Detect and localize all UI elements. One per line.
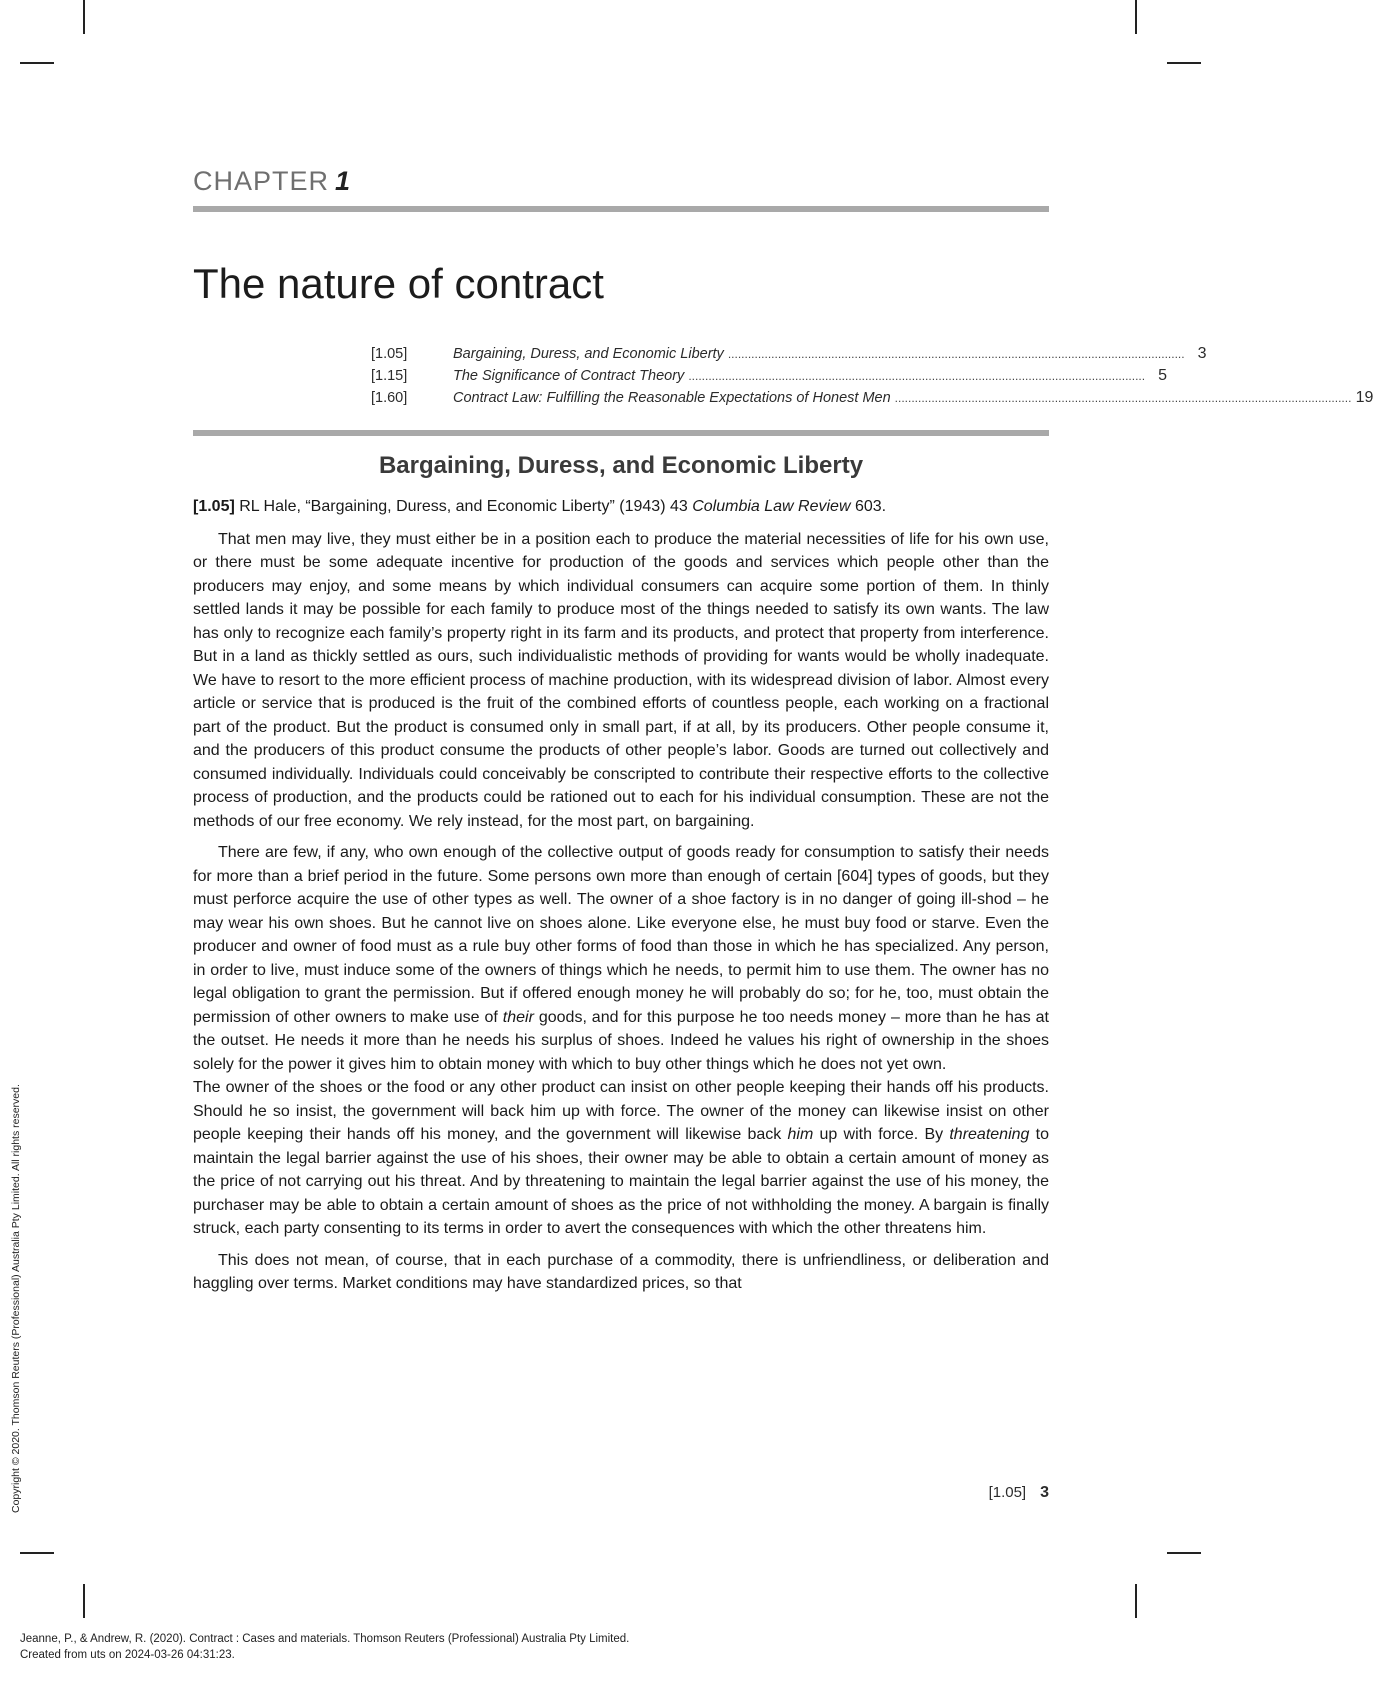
paragraph-text: There are few, if any, who own enough of the collective output of goods ready for consumption to satisfy their needs for more than a brief period in the future. Some persons own more than enough of certain [604] types of goods, but they must perforce acquire the use of other types as well. The owner of a shoe factory is in no danger of going ill-shod – he may wear his own shoes. But he cannot live on shoes alone. Like everyone else, he must buy food or starve. Even the producer and owner of food must as a rule buy other forms of food than those in which he has specialized. Any person, in order to live, must induce some of the owners of things which he needs, to permit him to use them. The owner has no legal obligation to grant the permission. But if offered enough money he will probably do so; for he, too, must obtain the permission of other owners to make use of [193, 844, 1049, 1026]
crop-mark [1135, 0, 1137, 34]
emphasis: their [502, 1008, 534, 1026]
paragraph: This does not mean, of course, that in each purchase of a commodity, there is unfriendliness, or deliberation and haggling over terms. Market conditions may have standardized prices, so that [193, 1251, 1049, 1292]
toc-leader-dots: ......................................................................................................................................... [894, 391, 1352, 405]
toc-page: 3 [1197, 345, 1207, 362]
paragraph-text: goods, and for this purpose he too needs money – more than he has at the outset. He needs it more than he needs his surplus of shoes. Indeed he values his right of ownership in the shoes solely for the power it gives him to obtain money with which to buy other things which he does not yet own. [193, 1008, 1050, 1073]
chapter-label-text: CHAPTER [193, 166, 330, 196]
chapter-rule-top [193, 206, 1049, 212]
toc-entry[interactable] [371, 389, 1373, 411]
chapter-label [193, 166, 351, 197]
toc-page: 19 [1355, 389, 1373, 406]
paragraph-text: up with force. By [819, 1126, 944, 1143]
paragraph-ref: [1.05] [193, 498, 235, 515]
paragraph: That men may live, they must either be in a position each to produce the material necessities of life for his own use, or there must be some adequate incentive for production of the goods and services which people other than the producers may enjoy, and some means by which individual consumers can acquire some portion of them. In thinly settled lands it may be possible for each family to produce most of the things needed to satisfy its own wants. The law has only to recognize each family’s property right in its farm and its products, and protect that property from interference. But in a land as thickly settled as ours, such individualistic methods of providing for wants would be wholly inadequate. We have to resort to the more efficient process of machine production, with its widespread division of labor. Almost every article or service that is produced is the fruit of the combined efforts of countless people, each working on a fractional part of the product. But the product is consumed only in small part, if at all, by its producers. Other people consume it, and the producers of this product consume the products of other people’s labor. Goods are turned out collectively and consumed individually. Individuals could conceivably be conscripted to contribute their respective efforts to the collective process of production, and the products could be rationed out to each for his individual consumption. These are not the methods of our free economy. We rely instead, for the most part, on bargaining. [193, 530, 1049, 830]
emphasis: him [787, 1126, 814, 1143]
toc-title: Contract Law: Fulfilling the Reasonable Expectations of Honest Men [453, 390, 891, 406]
copyright-notice: Copyright © 2020. Thomson Reuters (Professional) Australia Pty Limited. All rights reserved. [10, 1084, 22, 1513]
paragraph-text: The owner of the shoes or the food or any other product can insist on other people keeping their hands off his products. Should he so insist, the government will back him up with force. The owner of the money can likewise insist on other people keeping their hands off his money, and the government will likewise back [193, 1079, 1049, 1143]
crop-mark [1167, 1552, 1201, 1554]
toc-title: The Significance of Contract Theory [453, 368, 685, 384]
toc-ref: [1.15] [371, 368, 408, 384]
toc-rule-bottom [193, 430, 1049, 436]
paragraph-text: to maintain the legal barrier against the use of his shoes, their owner may be able to obtain a certain amount of money as the price of not carrying out his threat. And by threatening to maintain the legal barrier against the use of his money, the purchaser may be able to obtain a certain amount of shoes as the price of not withholding the money. A bargain is finally struck, each party consenting to its terms in order to avert the consequences with which the other threatens him. [193, 1126, 1049, 1237]
section-heading: Bargaining, Duress, and Economic Liberty [378, 452, 864, 479]
citation-text: RL Hale, “Bargaining, Duress, and Economic Liberty” (1943) 43 [239, 498, 688, 515]
crop-mark [1167, 62, 1201, 64]
citation-page: 603. [854, 498, 887, 515]
crop-mark [83, 1584, 85, 1618]
body-text [193, 495, 1049, 1304]
source-citation: Jeanne, P., & Andrew, R. (2020). Contract : Cases and materials. Thomson Reuters (Professional) Australia Pty Limited. [20, 1633, 630, 1645]
toc-entry[interactable] [371, 345, 1207, 367]
crop-mark [1135, 1584, 1137, 1618]
citation-journal: Columbia Law Review [692, 498, 851, 515]
table-of-contents [371, 345, 1373, 411]
footer-paragraph-ref: [1.05] [988, 1484, 1027, 1501]
toc-ref: [1.05] [371, 346, 408, 362]
page-footer [900, 1484, 1049, 1502]
toc-ref: [1.60] [371, 390, 408, 406]
chapter-number: 1 [335, 166, 352, 196]
paragraph [193, 1076, 1049, 1241]
chapter-title: The nature of contract [193, 260, 604, 307]
crop-mark [83, 0, 85, 34]
toc-page: 5 [1158, 367, 1168, 384]
source-created-date: Created from uts on 2024-03-26 04:31:23. [20, 1649, 235, 1661]
toc-entry[interactable] [371, 367, 1168, 389]
extract-citation [193, 495, 1049, 519]
crop-mark [20, 1552, 54, 1554]
page-number: 3 [1040, 1484, 1049, 1501]
crop-mark [20, 62, 54, 64]
toc-leader-dots: ......................................................................................................................................... [688, 369, 1146, 383]
emphasis: threatening [949, 1126, 1030, 1143]
toc-leader-dots: ......................................................................................................................................... [727, 347, 1185, 361]
toc-title: Bargaining, Duress, and Economic Liberty [453, 346, 724, 362]
paragraph [193, 841, 1049, 1076]
